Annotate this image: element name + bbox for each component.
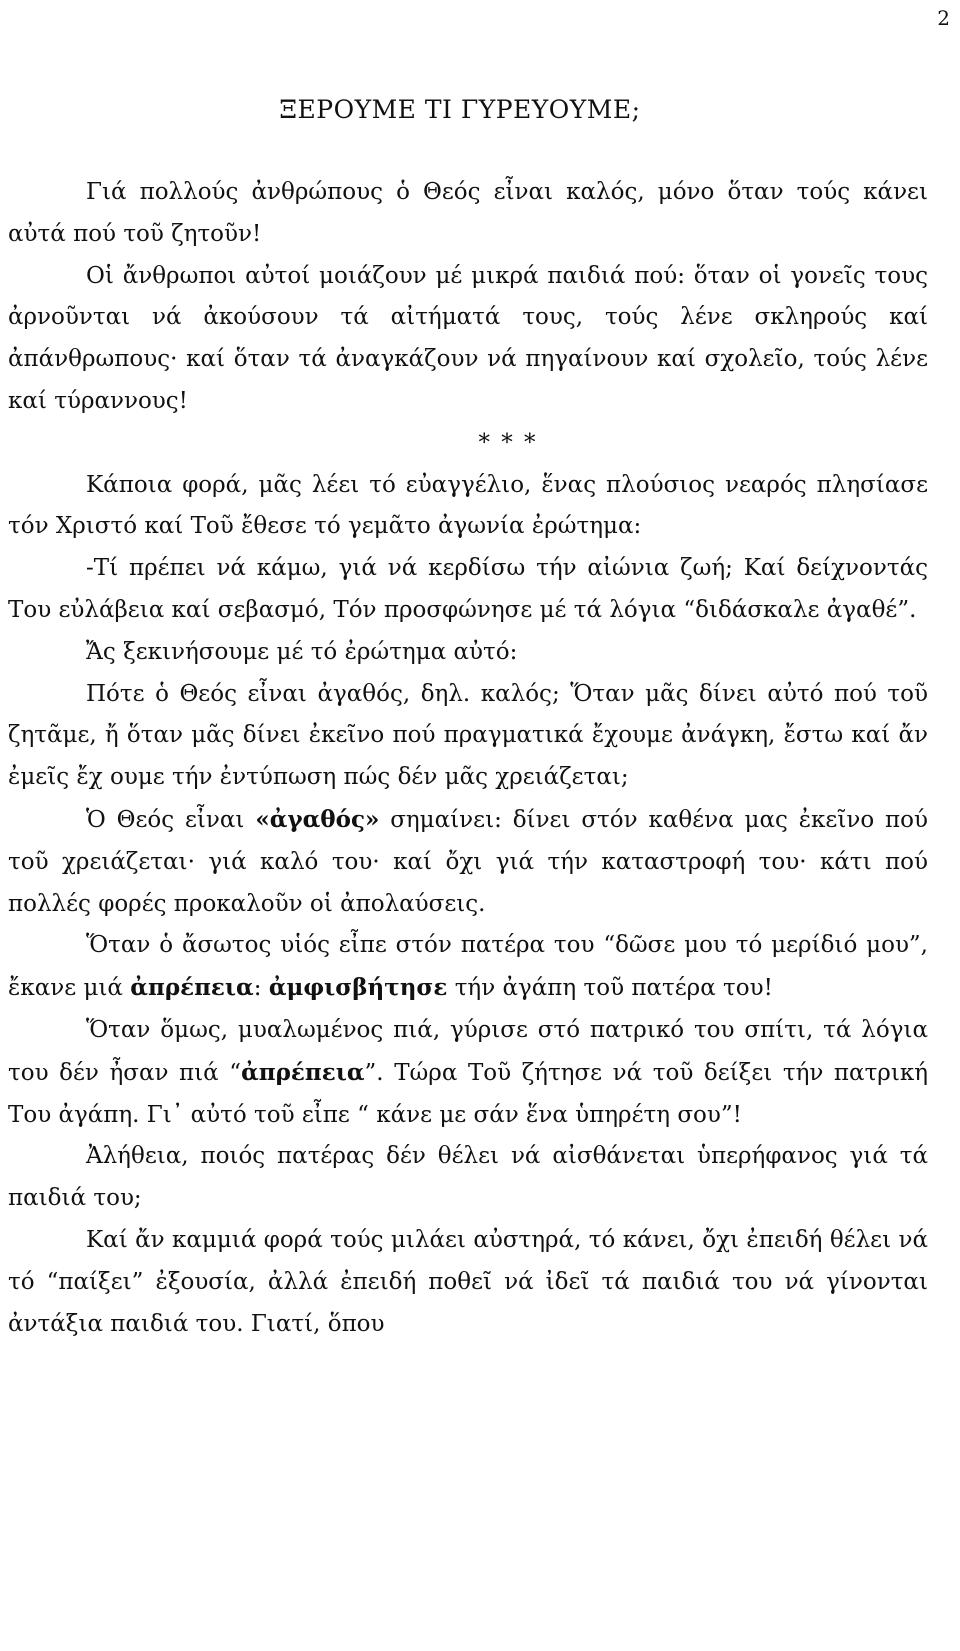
paragraph-4: -Τί πρέπει νά κάμω, γιά νά κερδίσω τήν αἰώνια ζωή; Καί δείχνοντάς Του εὐλάβεια καί σεβασμό, Τόν προσφώνησε μέ τά λόγια “διδάσκαλε ἀγαθέ”. — [8, 555, 928, 623]
page-number: 2 — [937, 6, 950, 30]
paragraph-5: Ἄς ξεκινήσουμε μέ τό ἐρώτημα αὐτό: — [86, 638, 518, 665]
paragraph-7 — [8, 799, 928, 925]
paragraph-8 — [8, 925, 928, 1010]
paragraph-8-part-e: τήν ἀγάπη τοῦ πατέρα του! — [447, 975, 773, 1002]
emphasis-agathos: «ἀγαθός» — [255, 805, 380, 833]
paragraph-8-colon: : — [253, 975, 269, 1002]
emphasis-aprepeia: ἀπρέπεια — [130, 974, 254, 1002]
document-body — [8, 172, 928, 1345]
paragraph-11: Καί ἄν καμμιά φορά τούς μιλάει αὐστηρά, τό κάνει, ὄχι ἐπειδή θέλει νά τό “παίξει” ἐξουσία, ἀλλά ἐπειδή ποθεῖ νά ἰδεῖ τά παιδιά του νά γίνονται ἀντάξια παιδιά του. Γιατί, ὅπου — [8, 1226, 928, 1337]
paragraph-6: Πότε ὁ Θεός εἶναι ἀγαθός, δηλ. καλός; Ὅταν μᾶς δίνει αὐτό πού τοῦ ζητᾶμε, ἤ ὅταν μᾶς δίνει ἐκεῖνο πού πραγματικά ἔχουμε ἀνάγκη, ἔστω καί ἄν ἐμεῖς ἔχ ουμε τήν ἐντύπωση πώς δέν μᾶς χρειάζεται; — [8, 680, 928, 791]
page-title: ΞΕΡΟΥΜΕ ΤΙ ΓΥΡΕΥΟΥΜΕ; — [279, 95, 641, 124]
paragraph-10: Ἀλήθεια, ποιός πατέρας δέν θέλει νά αἰσθάνεται ὑπερήφανος γιά τά παιδιά του; — [8, 1143, 928, 1212]
paragraph-7-part-c: σημαίνει: δίνει στόν καθένα μας ἐκεῖνο πού τοῦ χρειάζεται· γιά καλό του· καί ὄχι γιά τήν καταστροφή του· κάτι πού πολλές φορές προκαλοῦν οἱ ἀπολαύσεις. — [8, 806, 928, 917]
paragraph-7-part-a: Ὁ Θεός εἶναι — [86, 806, 256, 833]
paragraph-1: Γιά πολλούς ἀνθρώπους ὁ Θεός εἶναι καλός, μόνο ὅταν τούς κάνει αὐτά πού τοῦ ζητοῦν! — [8, 179, 928, 247]
emphasis-aprepeia-2: ἀπρέπεια — [241, 1058, 365, 1086]
paragraph-9-part-c: ”. Τώρα Τοῦ ζήτησε νά τοῦ δείξει τήν πατρική Του ἀγάπη. Γι᾽ αὐτό τοῦ εἶπε “ κάνε με σάν ἕνα ὑπηρέτη σου”! — [8, 1059, 928, 1128]
section-separator: * * * — [478, 429, 538, 456]
emphasis-amfisvitise: ἀμφισβήτησε — [268, 974, 448, 1002]
paragraph-3: Κάποια φορά, μᾶς λέει τό εὐαγγέλιο, ἕνας πλούσιος νεαρός πλησίασε τόν Χριστό καί Τοῦ ἔθεσε τό γεμᾶτο ἀγωνία ἐρώτημα: — [8, 471, 928, 540]
paragraph-9-part-a: Ὅταν ὅμως, μυαλωμένος πιά, γύρισε στό πατρικό του σπίτι, τά λόγια του δέν ἦσαν πιά “ — [8, 1016, 928, 1086]
paragraph-2: Οἱ ἄνθρωποι αὐτοί μοιάζουν μέ μικρά παιδιά πού: ὅταν οἱ γονεῖς τους ἀρνοῦνται νά ἀκούσουν τά αἰτήματά τους, τούς λένε σκληρούς καί ἀπάνθρωπους· καί ὅταν τά ἀναγκάζουν νά πηγαίνουν καί σχολεῖο, τούς λένε καί τύραννους! — [8, 262, 928, 414]
paragraph-9 — [8, 1010, 928, 1136]
paragraph-8-part-a: Ὅταν ὁ ἄσωτος υἱός εἶπε στόν πατέρα του “δῶσε μου τό μερίδιό μου”, ἔκανε μιά — [8, 932, 928, 1002]
